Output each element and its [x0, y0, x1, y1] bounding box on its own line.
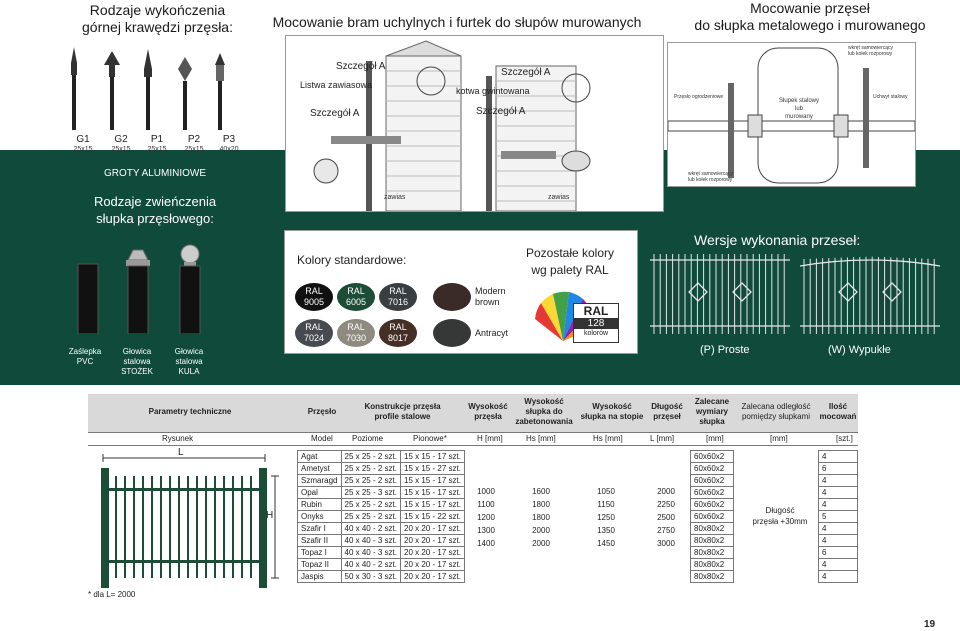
diamond-ornament [689, 283, 707, 301]
cell-model: Onyks [298, 511, 342, 523]
spear-g1 [71, 47, 77, 130]
diamond-ornament [733, 283, 751, 301]
table-row [298, 559, 465, 571]
post-dims-row [691, 535, 734, 547]
length-value: 2750 [657, 526, 675, 535]
th-height: Wysokość przęsła [468, 402, 508, 421]
table-row [298, 547, 465, 559]
versions-title: Wersje wykonania przeseł: [694, 232, 861, 248]
gate-mount-panel [285, 35, 664, 212]
spacing-value: Długość przęsła +30mm [752, 506, 808, 526]
cell-model: Opal [298, 487, 342, 499]
cell-model: Szafir I [298, 523, 342, 535]
table-row [298, 511, 465, 523]
post-conc-value: 1600 [532, 487, 550, 496]
th-mounts: Ilość mocowań [819, 402, 857, 421]
post-dims-row [691, 475, 734, 487]
fence-versions-drawing [650, 252, 945, 337]
cell-post-dims: 80x80x2 [691, 559, 734, 571]
cell-poz: 25 x 25 - 2 szt. [341, 499, 401, 511]
cell-poz: 40 x 40 - 2 szt. [341, 523, 401, 535]
table-row [298, 475, 465, 487]
cell-poz: 40 x 40 - 3 szt. [341, 535, 401, 547]
post-mount-heading: Mocowanie przęseł do słupka metalowego i murowanego [694, 0, 926, 33]
detail-a-label-1: Szczegół A [336, 61, 386, 72]
height-value: 1100 [477, 500, 495, 509]
height-value: 1400 [477, 539, 495, 548]
post-dims-row [691, 559, 734, 571]
cell-poz: 25 x 25 - 2 szt. [341, 475, 401, 487]
swatch-ral-8017: RAL 8017 [379, 319, 417, 347]
antracyt-label: Antracyt [475, 328, 509, 338]
mounts-row [819, 559, 858, 571]
table-row [298, 535, 465, 547]
th-post-dims: Zalecane wymiary słupka [694, 397, 730, 426]
cell-mounts: 4 [819, 475, 858, 487]
detail-a-label-2: Szczegół A [310, 108, 360, 119]
spear-tip-labels: G1 25x15 G2 25x15 P1 25x15 P2 25x15 P3 40x20 [73, 134, 239, 153]
standard-colors-title: Kolory standardowe: [297, 253, 407, 267]
mounts-row [819, 511, 858, 523]
swatch-ral-7016: RAL 7016 [379, 283, 417, 311]
table-row [298, 451, 465, 463]
rows-table [297, 450, 465, 583]
cell-pion: 15 x 15 - 17 szt. [401, 451, 465, 463]
length-value: 2500 [657, 513, 675, 522]
th-construction: Konstrukcje przęsła profile stalowe [364, 402, 441, 421]
heights-column [470, 485, 502, 550]
gate-heading: Mocowanie bram uchylnych i furtek do słupów murowanych [272, 14, 642, 30]
ral-128-badge: RAL 128 kolorów [573, 303, 619, 343]
cell-post-dims: 60x60x2 [691, 451, 734, 463]
cell-model: Jaspis [298, 571, 342, 583]
cell-pion: 20 x 20 - 17 szt. [401, 535, 465, 547]
cell-post-dims: 80x80x2 [691, 547, 734, 559]
post-dims-table [690, 450, 734, 583]
holder-label: Uchwyt stalowy [873, 94, 908, 100]
cell-model: Szafir II [298, 535, 342, 547]
fence-drawing [93, 450, 283, 590]
post-dims-row [691, 511, 734, 523]
post-conc-value: 1800 [532, 500, 550, 509]
cell-mounts: 5 [819, 511, 858, 523]
spear-g2 [104, 51, 120, 130]
mounts-table [818, 450, 858, 583]
cell-model: Topaz I [298, 547, 342, 559]
th-params: Parametry techniczne [148, 407, 232, 416]
version-curved-label: (W) Wypukłe [828, 344, 891, 356]
table-row [298, 499, 465, 511]
post-caps-title: Rodzaje zwieńczenia słupka przęsłowego: [93, 194, 217, 226]
post-dims-row [691, 523, 734, 535]
cell-model: Agat [298, 451, 342, 463]
post-foot-value: 1050 [597, 487, 615, 496]
height-value: 1000 [477, 487, 495, 496]
cap-ball [181, 245, 199, 263]
length-value: 2000 [657, 487, 675, 496]
cell-model: Szmaragd [298, 475, 342, 487]
swatch-ral-9005: RAL 9005 [295, 283, 333, 311]
cell-pion: 20 x 20 - 17 szt. [401, 523, 465, 535]
sub-szt: [szt.] [836, 434, 853, 443]
groty-label: GROTY ALUMINIOWE [103, 168, 207, 179]
cell-pion: 15 x 15 - 17 szt. [401, 475, 465, 487]
cell-post-dims: 60x60x2 [691, 511, 734, 523]
hinge-label-2: zawias [548, 194, 570, 201]
hinge-strip-label: Listwa zawiasowa [300, 80, 373, 90]
cell-poz: 40 x 40 - 3 szt. [341, 547, 401, 559]
post-conc-value: 1800 [532, 513, 550, 522]
cell-mounts: 4 [819, 499, 858, 511]
mounts-row [819, 475, 858, 487]
cell-model: Topaz II [298, 559, 342, 571]
sub-horizontal: Poziome [352, 434, 384, 443]
footnote: * dla L= 2000 [88, 590, 136, 599]
cell-model: Ametyst [298, 463, 342, 475]
post-conc-column [525, 485, 557, 550]
cell-mounts: 4 [819, 523, 858, 535]
cell-mounts: 4 [819, 535, 858, 547]
swatch-ral-7030: RAL 7030 [337, 319, 375, 347]
sub-drawing: Rysunek [162, 434, 194, 443]
colors-panel [284, 230, 638, 354]
cell-mounts: 4 [819, 559, 858, 571]
detail-a-label-4: Szczegół A [476, 106, 526, 117]
sub-mm2: [mm] [770, 434, 788, 443]
tips-heading: Rodzaje wykończenia górnej krawędzi przęsła: [82, 2, 233, 35]
table-row [298, 487, 465, 499]
swatch-modern-brown [433, 283, 471, 311]
cell-pion: 15 x 15 - 17 szt. [401, 499, 465, 511]
hinge-label-1: zawias [384, 194, 406, 201]
span-label: Przęsło ogrodzeniowe [674, 94, 724, 100]
table-row [298, 463, 465, 475]
mounts-row [819, 499, 858, 511]
version-straight-label: (P) Proste [700, 344, 750, 356]
sub-l: L [mm] [650, 434, 675, 443]
sub-model: Model [311, 434, 333, 443]
cell-poz: 40 x 40 - 2 szt. [341, 559, 401, 571]
cell-mounts: 4 [819, 487, 858, 499]
cell-mounts: 4 [819, 571, 858, 583]
sub-hs2: Hs [mm] [593, 434, 623, 443]
cell-poz: 25 x 25 - 2 szt. [341, 451, 401, 463]
height-value: 1300 [477, 526, 495, 535]
table-row [298, 571, 465, 583]
cell-post-dims: 60x60x2 [691, 475, 734, 487]
post-dims-row [691, 499, 734, 511]
post-caps-drawing [70, 242, 210, 334]
mounts-row [819, 463, 858, 475]
swatch-ral-7024: RAL 7024 [295, 319, 333, 347]
cap-ball-label: Głowica stalowa KULA [174, 347, 204, 376]
post-dims-row [691, 487, 734, 499]
cap-pvc-label: Zaślepka PVC [68, 347, 102, 366]
cell-pion: 15 x 15 - 17 szt. [401, 487, 465, 499]
mounts-row [819, 547, 858, 559]
th-span: Przęsło [307, 407, 337, 416]
cell-post-dims: 60x60x2 [691, 487, 734, 499]
post-conc-value: 2000 [532, 539, 550, 548]
post-mount-panel [667, 42, 916, 187]
cell-mounts: 6 [819, 547, 858, 559]
cell-post-dims: 60x60x2 [691, 499, 734, 511]
post-dims-row [691, 547, 734, 559]
post-dims-row [691, 463, 734, 475]
mounts-row [819, 487, 858, 499]
cell-poz: 50 x 30 - 3 szt. [341, 571, 401, 583]
diamond-ornament [839, 283, 857, 301]
cell-post-dims: 80x80x2 [691, 571, 734, 583]
spear-tips-drawing [40, 45, 240, 130]
cell-post-dims: 80x80x2 [691, 535, 734, 547]
screw-label-bottom: wkręt samowiercący lub kołek rozporowy [688, 171, 734, 183]
post-dims-row [691, 451, 734, 463]
length-value: 2250 [657, 500, 675, 509]
sub-vertical: Pionowe* [413, 434, 447, 443]
page-number: 19 [924, 619, 936, 630]
cell-model: Rubin [298, 499, 342, 511]
length-value: 3000 [657, 539, 675, 548]
table-subheader [88, 432, 858, 446]
cell-poz: 25 x 25 - 2 szt. [341, 511, 401, 523]
anchor-label: kotwa gwintowana [456, 86, 530, 96]
post-label: Słupek stalowy lub murowany [778, 98, 820, 120]
mounts-row [819, 571, 858, 583]
cell-pion: 15 x 15 - 22 szt. [401, 511, 465, 523]
post-dims-row [691, 571, 734, 583]
cell-mounts: 4 [819, 451, 858, 463]
th-post-height-foot: Wysokość słupka na stopie [580, 402, 644, 421]
post-foot-value: 1450 [597, 539, 615, 548]
height-value: 1200 [477, 513, 495, 522]
lengths-column [650, 485, 682, 550]
cap-pvc [78, 264, 98, 334]
swatch-antracyt [433, 319, 471, 347]
cell-post-dims: 60x60x2 [691, 463, 734, 475]
cell-pion: 20 x 20 - 17 szt. [401, 571, 465, 583]
post-foot-value: 1250 [597, 513, 615, 522]
post-foot-value: 1350 [597, 526, 615, 535]
screw-label-top: wkręt samowiercący lub kołek rozporowy [848, 45, 894, 57]
spear-p3 [215, 53, 225, 130]
sub-h: H [mm] [477, 434, 503, 443]
other-colors-title: Pozostałe kolory wg palety RAL [525, 246, 615, 277]
post-foot-value: 1150 [597, 500, 615, 509]
detail-a-label-3: Szczegół A [501, 67, 551, 78]
sub-mm1: [mm] [706, 434, 724, 443]
cell-pion: 15 x 15 - 27 szt. [401, 463, 465, 475]
cell-pion: 20 x 20 - 17 szt. [401, 547, 465, 559]
th-spacing: Zalecana odległość pomiędzy słupkami [741, 402, 811, 421]
mounts-row [819, 535, 858, 547]
diamond-ornament [883, 283, 901, 301]
modern-brown-label: Modern brown [475, 286, 506, 307]
th-length: Długość przęseł [651, 402, 683, 421]
mounts-row [819, 451, 858, 463]
cap-cone-label: Głowica stalowa STOŻEK [121, 347, 153, 376]
th-post-height-conc: Wysokość słupka do zabetonowania [515, 397, 573, 426]
cell-mounts: 6 [819, 463, 858, 475]
sub-hs1: Hs [mm] [526, 434, 556, 443]
post-foot-column [590, 485, 622, 550]
cell-pion: 20 x 20 - 17 szt. [401, 559, 465, 571]
spear-p2 [178, 57, 192, 130]
post-conc-value: 2000 [532, 526, 550, 535]
cell-poz: 25 x 25 - 2 szt. [341, 463, 401, 475]
dim-H: H [266, 510, 274, 521]
table-row [298, 523, 465, 535]
cell-post-dims: 80x80x2 [691, 523, 734, 535]
swatch-ral-6005: RAL 6005 [337, 283, 375, 311]
dim-L: L [178, 447, 184, 458]
cap-cone [128, 250, 148, 260]
cell-poz: 25 x 25 - 3 szt. [341, 487, 401, 499]
spear-p1 [144, 49, 152, 130]
mounts-row [819, 523, 858, 535]
